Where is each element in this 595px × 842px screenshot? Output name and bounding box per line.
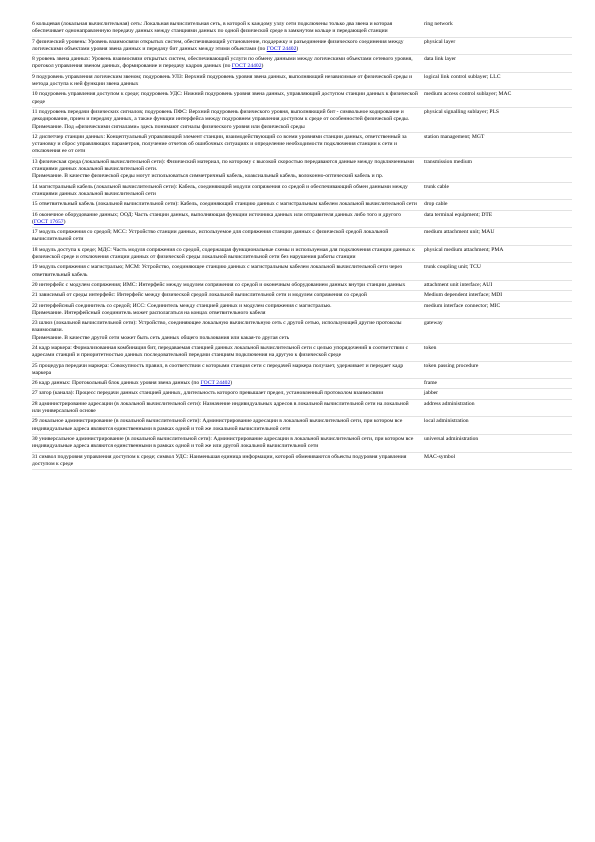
term-definition [32,158,418,182]
definition-text: 13 физическая среда (локальной вычислительной сети): Физический материал, по которому с высокой скоростью передаваются данные между подключенными станциями данных локальной вычислительной сети. Примечание. В качестве физической среды могут использоваться симметричный кабель, коаксиальный кабель, волоконно-оптический кабель и пр. [32,158,414,180]
term-english: frame [424,380,438,387]
term-definition [32,20,418,37]
definition-text: 16 оконечное оборудование данных; ООД: Часть станции данных, выполняющая функции источника данных или отправителя данных либо того и другого ( [32,211,403,225]
term-english: jabber [424,390,438,397]
definition-text: 12 диспетчер станции данных: Концептуальный управляющий элемент станции, взаимодействующий со всеми уровнями станции данных, ответственный за установку и сброс управляющих параметров, получение отчетов об ошибочных ситуациях и определение необходимости подключения станции к сети и отключения ее от сети [32,133,408,155]
gost-link[interactable]: ГОСТ 17657 [33,218,64,225]
definition-text: 28 администрирование адресации (в локальной вычислительной сети): Назначение индивидуальных адресов в локальной вычислительной сети на локальной или универсальной основе [32,400,411,415]
term-english: medium access control sublayer; MAC [424,91,512,98]
term-english: transmission medium [424,158,473,165]
term-row [32,228,572,246]
definition-text: ) [230,380,233,387]
term-row [32,389,572,399]
term-definition [32,90,418,107]
term-row [32,453,572,471]
term-row [32,435,572,453]
term-definition [32,211,418,228]
term-row [32,344,572,362]
definition-text: 9 подуровень управления логическим звеном; подуровень УЛЗ: Верхний подуровень уровня звена данных, выполняющий независимые от физической среды и метода доступа к ней функции звена данных [32,73,414,88]
term-english: ring network [424,21,453,27]
term-definition [32,246,418,263]
definition-text: ) [63,218,66,225]
term-definition [32,108,418,132]
definition-text: 17 модуль сопряжения со средой; МСС: Устройство станции данных, используемое для сопряжения станции данных с физической средой локальной вычислительной сети [32,229,390,243]
term-row [32,38,572,56]
term-english: data link layer [424,56,456,63]
term-row [32,319,572,344]
term-definition [32,400,418,417]
term-row [32,183,572,201]
term-definition [32,281,418,290]
definition-text: 22 интерфейсный соединитель со средой; ИСС: Соединитель между станцией данных и модулем сопряжения с магистралью. Примечание. Интерфейсный соединитель может располагаться на концах ответвительного кабеля [32,302,332,316]
terms-table [32,20,572,470]
definition-text: ) [261,63,264,70]
term-definition [32,38,418,55]
definition-text: 24 кадр маркера: Формализованная комбинация бит, передаваемая станцией данных локальной вычислительной сети с целью упорядочений в соответствии с адресами станций и приоритетностью данных последовательной передачи станциям подключения на другую к физической среде [32,344,410,359]
term-english: medium attachment unit; MAU [424,229,495,236]
definition-text: 10 подуровень управления доступом к среде; подуровень УДС: Нижний подуровень уровня звена данных, управляющий доступом станции данных к физической среде [32,91,420,105]
definition-text: 20 интерфейс с модулем сопряжения; ИМС: Интерфейс между модулем сопряжения со средой и оконечным оборудованием данных внутри станции данных [32,281,406,288]
definition-text: 27 затор (канала): Процесс передачи данных станцией данных, длительность которого превышает предел, установленный протоколом взаимосвязи [32,390,384,397]
term-definition [32,183,418,200]
term-definition [32,263,418,280]
definition-text: 8 уровень звена данных: Уровень взаимосвязи открытых систем, обеспечивающий услуги по обмену данными между логическими объектами сетевого уровня, протокол управления звеном данных, формирование и передачу кадров данных (по [32,56,415,70]
term-definition [32,453,418,470]
definition-text: 26 кадр данных: Протокольный блок данных уровня звена данных (по [32,380,201,387]
definition-text: 29 локальное администрирование (в локальной вычислительной сети): Администрирование адресации в локальной вычислительной сети, при котором все индивидуальные адреса являются единственными в рамках одной и той же локальной вычислительной сети [32,418,404,432]
term-english: token [424,344,437,351]
term-definition [32,362,418,379]
term-row [32,362,572,380]
definition-text: 25 процедура передачи маркера: Совокупность правил, в соответствии с которыми станция сети с передачей маркера получает, удерживает и передает кадр маркера [32,362,405,376]
term-row [32,211,572,229]
term-english: physical signalling sublayer; PLS [424,108,500,115]
term-definition [32,55,418,72]
term-row [32,73,572,91]
definition-text: 30 универсальное администрирование (в локальной вычислительной сети): Администрирование адресации в локальной вычислительной сети, при котором все индивидуальные адреса являются единственными в рамках одной и той же или другой локальной вычислительной сети [32,435,415,450]
definition-text: 6 кольцевая (локальная вычислительная) сеть: Локальная вычислительная сеть, в которой к каждому узлу сети подключены только два звена и которая обеспечивает однонаправленную передачу данных между станциями данных по одной физической среде в замкнутом кольце и передающей станции [32,21,394,35]
term-definition [32,73,418,90]
term-definition [32,133,418,157]
term-row [32,246,572,264]
term-definition [32,200,418,209]
gost-link[interactable]: ГОСТ 24402 [231,63,262,70]
gost-link[interactable]: ГОСТ 24402 [266,45,297,52]
term-definition [32,379,418,388]
term-row [32,281,572,291]
term-english: universal administration [424,435,479,442]
term-english: medium interface connector; MIC [424,302,501,309]
term-definition [32,291,418,300]
definition-text: 31 символ подуровня управления доступом к среде; символ УДС: Наименьшая единица информации, которой обмениваются объекты подуровня управления доступом к среде [32,453,408,467]
term-english: trunk cable [424,183,450,190]
term-row [32,417,572,435]
term-definition [32,417,418,434]
definition-text: 21 зависимый от среды интерфейс: Интерфейс между физической средой локальной вычислительной сети и модулем сопряжения со средой [32,292,367,299]
definition-text: 19 модуль сопряжения с магистралью; МСМ: Устройство, соединяющее станцию данных с магистральным кабелем локальной вычислительной сети через ответвительный кабель [32,264,404,278]
term-english: trunk coupling unit; TCU [424,264,481,271]
term-english: attachment unit interface; AUI [424,281,493,288]
term-english: token passing procedure [424,362,479,369]
definition-text: 7 физический уровень: Уровень взаимосвязи открытых систем, обеспечивающий установление, поддержку и разъединение физического соединения между логическими объектами уровня звена данных и передачу бит данных между этими объектами (по [32,38,405,52]
term-english: station management; MGT [424,133,485,140]
term-english: drop cable [424,201,448,208]
definition-text: 23 шлюз (локальной вычислительной сети): Устройство, соединяющее локальную вычислительную сеть с другой сетью, использующей другие протоколы взаимосвязи. Примечание. В качестве другой сети может быть сеть данных общего пользования или какая-то другая сеть [32,320,402,341]
term-definition [32,228,418,245]
term-definition [32,435,418,452]
term-english: local administration [424,418,469,425]
definition-text: 14 магистральный кабель (локальной вычислительной сети): Кабель, соединяющий модули сопряжения со средой и обеспечивающий обмен данными между станциями данных локальной вычислительной сети [32,183,410,197]
term-row [32,20,572,38]
term-row [32,200,572,210]
term-english: gateway [424,320,443,327]
term-row [32,90,572,108]
term-english: MAC-symbol [424,453,456,460]
term-row [32,400,572,418]
term-english: physical medium attachment; PMA [424,246,504,253]
term-row [32,302,572,320]
term-english: data terminal equipment; DTE [424,211,493,218]
term-definition [32,319,418,343]
term-definition [32,344,418,361]
term-row [32,379,572,389]
gost-link[interactable]: ГОСТ 24402 [200,380,231,387]
term-row [32,263,572,281]
term-english: Medium dependent interface; MDI [424,292,503,299]
term-definition [32,389,418,398]
term-row [32,55,572,73]
definition-text: 15 ответвительный кабель (локальной вычислительной сети): Кабель, соединяющий станцию данных с магистральным кабелем локальной вычислительной сети [32,201,417,208]
definition-text: ) [296,45,299,52]
term-row [32,133,572,158]
term-row [32,108,572,133]
definition-text: 11 подуровень передачи физических сигналов; подуровень ПФС: Верхний подуровень физического уровня, выполняющий бит - символьное кодирование и декодирование, прием и передачу данных, а также функции интерфейса между подуровнем управления доступом к среде от особенностей физической среды. Примечание. Под «физическими сигналами» здесь понимают сигналы физического уровня или физической среды [32,108,410,130]
term-english: address administration [424,400,475,407]
term-row [32,291,572,301]
term-english: logical link control sublayer; LLC [424,73,501,80]
term-definition [32,302,418,319]
definition-text: 18 модуль доступа к среде; МДС: Часть модуля сопряжения со средой, содержащая функциональные схемы и используемая для подключения станции данных к физической среде и отключения станции данных от физической среды локальной вычислительной сети без нарушения работы станции [32,246,417,261]
term-english: physical layer [424,38,456,45]
term-row [32,158,572,183]
